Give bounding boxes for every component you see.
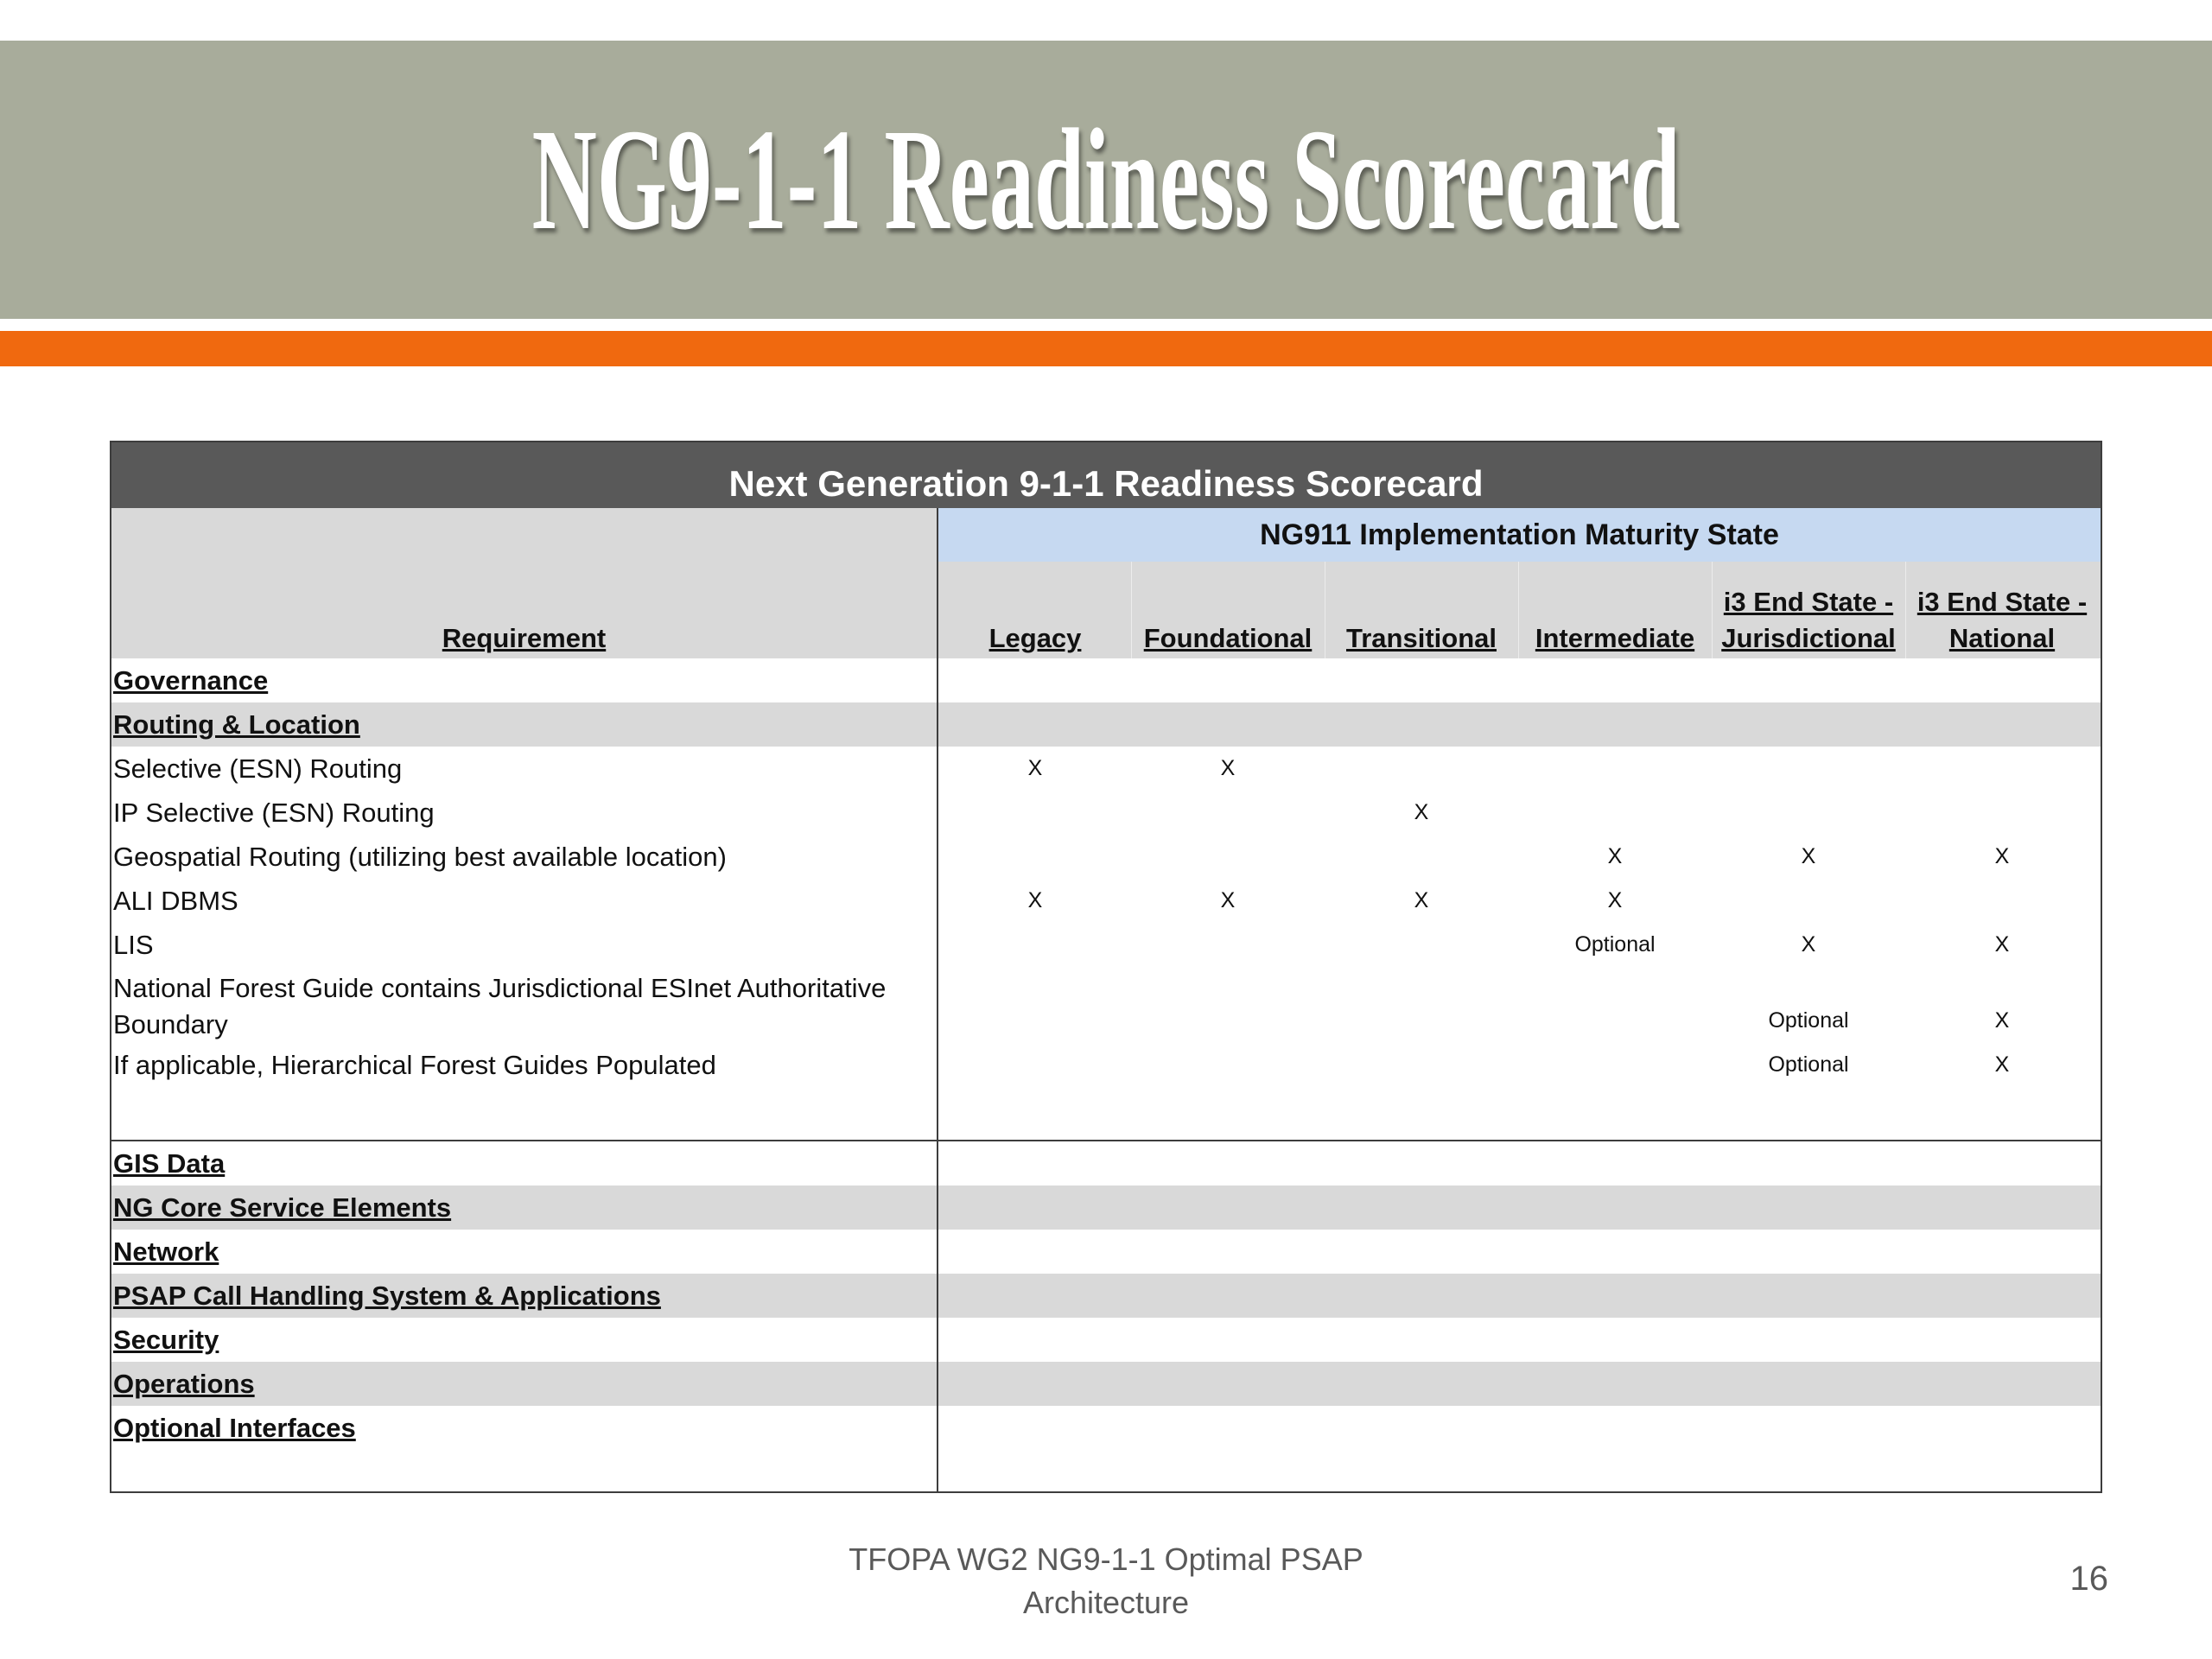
column-header-1	[1131, 562, 1325, 658]
cell-value	[1325, 1043, 1518, 1087]
cell-value	[1325, 1362, 1518, 1406]
cell-value: X	[1220, 888, 1236, 912]
cell-value	[1905, 1185, 2099, 1230]
column-header-text	[1721, 584, 1896, 657]
cell-value: X	[1607, 888, 1623, 912]
cell-value	[1518, 1141, 1712, 1185]
requirement-column	[111, 508, 938, 1491]
column-separator	[1131, 562, 1132, 658]
cell-value	[938, 791, 1132, 835]
cell-value	[1905, 879, 2099, 923]
cell-value	[1712, 658, 1905, 702]
cell-value	[1131, 1230, 1325, 1274]
cell-value	[1712, 1318, 1905, 1362]
cell-value	[1325, 999, 1518, 1043]
cell-value	[1325, 1274, 1518, 1318]
cell-value	[1518, 999, 1712, 1043]
row-label: NG Core Service Elements	[113, 1192, 452, 1223]
requirement-header-label: Requirement	[442, 623, 607, 653]
footer-line-2: Architecture	[1022, 1585, 1190, 1620]
cell-value: X	[1027, 888, 1043, 912]
accent-band	[0, 331, 2212, 366]
cell-value: X	[1027, 756, 1043, 780]
cell-value	[938, 702, 1132, 747]
column-header-line2: Transitional	[1346, 623, 1497, 653]
cell-value	[938, 999, 1132, 1043]
cell-value	[938, 1318, 1132, 1362]
cell-value	[1905, 1318, 2099, 1362]
cell-value	[1325, 658, 1518, 702]
cell-value	[1325, 835, 1518, 879]
cell-value	[1905, 1362, 2099, 1406]
cell-value	[1712, 1274, 1905, 1318]
row-label: Operations	[113, 1368, 255, 1399]
cell-value	[938, 1141, 1132, 1185]
cell-value	[938, 1185, 1132, 1230]
maturity-header: NG911 Implementation Maturity State	[938, 508, 2101, 562]
cell-value	[938, 1043, 1132, 1087]
row-label: Network	[113, 1236, 219, 1267]
page-number: 16	[2069, 1560, 2108, 1598]
cell-value	[1905, 791, 2099, 835]
cell-value	[1131, 1185, 1325, 1230]
cell-value	[1518, 702, 1712, 747]
cell-value: X	[1414, 888, 1429, 912]
scorecard-table	[110, 441, 2102, 1493]
cell-value: Optional	[1768, 1008, 1849, 1033]
cell-value	[1131, 1141, 1325, 1185]
cell-value	[1325, 1185, 1518, 1230]
row-label: Security	[113, 1324, 219, 1355]
cell-value	[1905, 747, 2099, 791]
row-label: Optional Interfaces	[113, 1412, 356, 1443]
column-header-line1: i3 End State -	[1916, 587, 2088, 617]
column-header-text	[1144, 620, 1313, 657]
row-label: ALI DBMS	[113, 885, 238, 916]
slide-footer	[760, 1538, 1452, 1624]
cell-value	[1712, 791, 1905, 835]
cell-value	[1712, 702, 1905, 747]
row-label: GIS Data	[113, 1147, 226, 1179]
row-label: If applicable, Hierarchical Forest Guides Populated	[113, 1049, 716, 1080]
cell-value	[1518, 1318, 1712, 1362]
cell-value	[1518, 1043, 1712, 1087]
cell-value	[1518, 791, 1712, 835]
cell-value	[1905, 702, 2099, 747]
cell-value	[1325, 923, 1518, 967]
cell-value: Optional	[1768, 1052, 1849, 1077]
row-label: LIS	[113, 929, 154, 960]
slide-title: NG9-1-1 Readiness Scorecard	[531, 99, 1681, 260]
cell-value	[1518, 658, 1712, 702]
cell-value	[1518, 1230, 1712, 1274]
cell-value	[1325, 1230, 1518, 1274]
cell-value	[1518, 1362, 1712, 1406]
column-header-2	[1325, 562, 1518, 658]
cell-value: Optional	[1574, 932, 1656, 957]
cell-value	[1325, 1141, 1518, 1185]
column-separator	[1518, 562, 1519, 658]
cell-value	[1325, 1406, 1518, 1450]
scorecard-title: Next Generation 9-1-1 Readiness Scorecard	[111, 442, 2101, 508]
column-header-line2: Jurisdictional	[1721, 623, 1896, 653]
cell-value: X	[1801, 844, 1816, 868]
row-label-line1: National Forest Guide contains Jurisdictional ESInet Authoritative	[113, 973, 887, 1003]
row-label: PSAP Call Handling System & Applications	[113, 1280, 661, 1311]
cell-value: X	[1220, 756, 1236, 780]
cell-value: X	[1801, 932, 1816, 957]
column-header-text	[1535, 620, 1694, 657]
row-label-line2: Boundary	[113, 1009, 228, 1039]
cell-value	[1712, 1141, 1905, 1185]
cell-value	[1131, 999, 1325, 1043]
cell-value	[1325, 1318, 1518, 1362]
cell-value	[1325, 747, 1518, 791]
cell-value	[938, 1362, 1132, 1406]
cell-value: X	[1994, 844, 2010, 868]
row-label: Geospatial Routing (utilizing best available location)	[113, 841, 727, 872]
title-band	[0, 41, 2212, 319]
cell-value	[1518, 1185, 1712, 1230]
cell-value	[938, 1274, 1132, 1318]
row-label: Routing & Location	[113, 709, 360, 740]
cell-value	[1131, 658, 1325, 702]
cell-value	[1905, 1406, 2099, 1450]
cell-value	[1518, 1406, 1712, 1450]
column-header-line2: Foundational	[1143, 623, 1313, 653]
cell-value	[1905, 658, 2099, 702]
cell-value: X	[1994, 1052, 2010, 1077]
column-header-3	[1518, 562, 1712, 658]
cell-value	[938, 1406, 1132, 1450]
cell-value	[1131, 1362, 1325, 1406]
cell-value	[1905, 1230, 2099, 1274]
column-separator	[1712, 562, 1713, 658]
cell-value	[1905, 1141, 2099, 1185]
cell-value: X	[1414, 800, 1429, 824]
cell-value	[1131, 1406, 1325, 1450]
cell-value	[1131, 791, 1325, 835]
cell-value	[1131, 702, 1325, 747]
row-label: IP Selective (ESN) Routing	[113, 797, 435, 828]
row-label: Selective (ESN) Routing	[113, 753, 403, 784]
cell-value	[1712, 1362, 1905, 1406]
column-header-text	[1917, 584, 2087, 657]
column-header-line2: Legacy	[988, 623, 1082, 653]
column-header-0	[938, 562, 1132, 658]
footer-line-1: TFOPA WG2 NG9-1-1 Optimal PSAP	[849, 1541, 1363, 1577]
cell-value	[938, 923, 1132, 967]
column-header-text	[1346, 620, 1497, 657]
cell-value	[938, 835, 1132, 879]
cell-value	[1131, 1318, 1325, 1362]
column-header-line1: i3 End State -	[1723, 587, 1894, 617]
cell-value	[1325, 702, 1518, 747]
cell-value: X	[1994, 1008, 2010, 1033]
cell-value	[1712, 879, 1905, 923]
cell-value	[938, 658, 1132, 702]
cell-value	[1712, 747, 1905, 791]
cell-value	[1905, 1274, 2099, 1318]
cell-value: X	[1994, 932, 2010, 957]
column-separator	[1905, 562, 1906, 658]
cell-value	[1712, 1230, 1905, 1274]
cell-value: X	[1607, 844, 1623, 868]
column-header-line2: National	[1948, 623, 2056, 653]
cell-value	[1131, 923, 1325, 967]
section-divider	[111, 1140, 2101, 1141]
column-header-text	[989, 620, 1082, 657]
cell-value	[1131, 1043, 1325, 1087]
column-header-line2: Intermediate	[1535, 623, 1695, 653]
cell-value	[1131, 835, 1325, 879]
cell-value	[1712, 1185, 1905, 1230]
cell-value	[1518, 1274, 1712, 1318]
column-header-4	[1712, 562, 1905, 658]
cell-value	[1518, 747, 1712, 791]
cell-value	[1131, 1274, 1325, 1318]
cell-value	[938, 1230, 1132, 1274]
row-label: Governance	[113, 664, 269, 696]
column-header-5	[1905, 562, 2099, 658]
cell-value	[1712, 1406, 1905, 1450]
